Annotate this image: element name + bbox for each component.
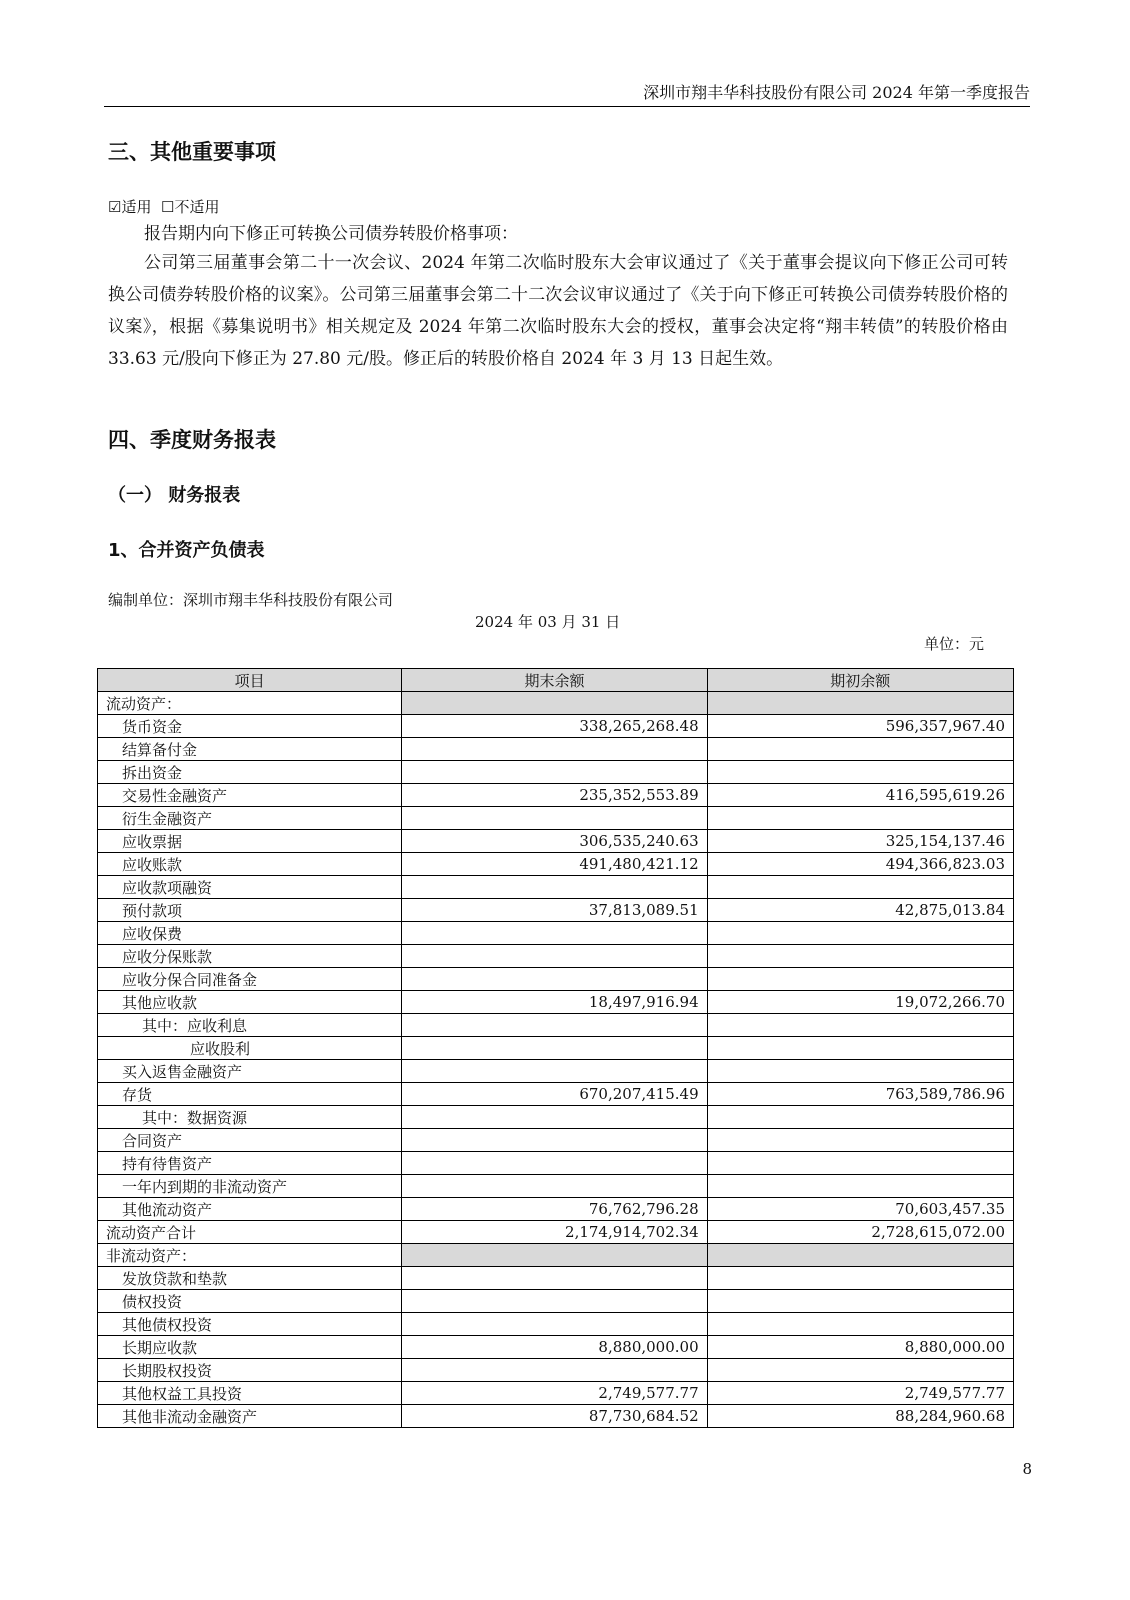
row-begin-balance: 2,749,577.77 [707, 1382, 1013, 1405]
row-end-balance [402, 1037, 707, 1060]
table-row [98, 1336, 1014, 1359]
amendment-lead: 报告期内向下修正可转换公司债券转股价格事项： [144, 224, 518, 244]
table-row [98, 1152, 1014, 1175]
page-header [104, 78, 1030, 107]
applicable-label: 适用 [121, 198, 152, 216]
table-row [98, 1083, 1014, 1106]
table-row [98, 876, 1014, 899]
row-end-balance: 76,762,796.28 [402, 1198, 707, 1221]
row-item-label: 其他流动资产 [98, 1198, 402, 1221]
table-row [98, 1198, 1014, 1221]
row-end-balance [402, 761, 707, 784]
table-row [98, 1106, 1014, 1129]
row-begin-balance [707, 1244, 1013, 1267]
table-row [98, 761, 1014, 784]
row-begin-balance: 596,357,967.40 [707, 715, 1013, 738]
row-item-label: 其他应收款 [98, 991, 402, 1014]
row-item-label: 流动资产： [98, 692, 402, 715]
row-item-label: 预付款项 [98, 899, 402, 922]
row-begin-balance [707, 922, 1013, 945]
row-item-label: 应收款项融资 [98, 876, 402, 899]
compiler-unit: 编制单位：深圳市翔丰华科技股份有限公司 [108, 591, 394, 609]
subsection-balance-sheet: 1、合并资产负债表 [108, 540, 265, 561]
applicable-checkbox: ☑ [108, 198, 122, 216]
row-item-label: 债权投资 [98, 1290, 402, 1313]
row-begin-balance [707, 1106, 1013, 1129]
row-item-label: 发放贷款和垫款 [98, 1267, 402, 1290]
column-header-begin-balance: 期初余额 [707, 669, 1013, 692]
table-row [98, 945, 1014, 968]
row-item-label: 拆出资金 [98, 761, 402, 784]
row-begin-balance [707, 1290, 1013, 1313]
amendment-body: 公司第三届董事会第二十一次会议、2024 年第二次临时股东大会审议通过了《关于董事会提议向下修正公司可转换公司债券转股价格的议案》。公司第三届董事会第二十二次会议审议通过了《关于向下修正可转换公司债券转股价格的议案》，根据《募集说明书》相关规定及 2024 年第二次临时股东大会的授权，董事会决定将“翔丰转债”的转股价格由 33.63 元/股向下修正为 27.80 元/股。修正后的转股价格自 2024 年 3 月 13 日起生效。 [108, 253, 1008, 369]
row-begin-balance: 8,880,000.00 [707, 1336, 1013, 1359]
not-applicable-label: 不适用 [174, 198, 220, 216]
row-item-label: 衍生金融资产 [98, 807, 402, 830]
table-row [98, 1290, 1014, 1313]
row-end-balance [402, 807, 707, 830]
row-end-balance: 8,880,000.00 [402, 1336, 707, 1359]
row-item-label: 长期股权投资 [98, 1359, 402, 1382]
row-begin-balance: 19,072,266.70 [707, 991, 1013, 1014]
balance-sheet-table [97, 668, 1014, 1428]
section-3-title: 三、其他重要事项 [108, 140, 276, 164]
row-begin-balance: 88,284,960.68 [707, 1405, 1013, 1428]
row-end-balance: 18,497,916.94 [402, 991, 707, 1014]
row-item-label: 其中：应收利息 [98, 1014, 402, 1037]
row-begin-balance [707, 1313, 1013, 1336]
row-end-balance [402, 1175, 707, 1198]
row-item-label: 其他权益工具投资 [98, 1382, 402, 1405]
row-begin-balance [707, 876, 1013, 899]
table-row [98, 1014, 1014, 1037]
row-end-balance [402, 1267, 707, 1290]
table-header-row [98, 669, 1014, 692]
row-item-label: 应收保费 [98, 922, 402, 945]
table-row [98, 1060, 1014, 1083]
header-text: 深圳市翔丰华科技股份有限公司 2024 年第一季度报告 [643, 83, 1030, 102]
column-header-item: 项目 [98, 669, 402, 692]
row-end-balance: 87,730,684.52 [402, 1405, 707, 1428]
page-number: 8 [1022, 1460, 1032, 1478]
row-begin-balance [707, 1152, 1013, 1175]
row-item-label: 长期应收款 [98, 1336, 402, 1359]
row-end-balance [402, 738, 707, 761]
table-row [98, 1244, 1014, 1267]
table-row [98, 1037, 1014, 1060]
table-row [98, 968, 1014, 991]
row-end-balance [402, 1129, 707, 1152]
row-end-balance: 235,352,553.89 [402, 784, 707, 807]
row-item-label: 应收分保合同准备金 [98, 968, 402, 991]
row-end-balance [402, 945, 707, 968]
row-item-label: 应收账款 [98, 853, 402, 876]
row-end-balance [402, 1244, 707, 1267]
row-end-balance [402, 876, 707, 899]
row-end-balance [402, 1106, 707, 1129]
row-end-balance: 306,535,240.63 [402, 830, 707, 853]
row-end-balance: 37,813,089.51 [402, 899, 707, 922]
table-row [98, 853, 1014, 876]
row-begin-balance: 416,595,619.26 [707, 784, 1013, 807]
row-item-label: 合同资产 [98, 1129, 402, 1152]
table-row [98, 1175, 1014, 1198]
currency-unit: 单位：元 [923, 635, 984, 653]
row-end-balance [402, 1313, 707, 1336]
row-begin-balance [707, 761, 1013, 784]
row-end-balance: 670,207,415.49 [402, 1083, 707, 1106]
table-row [98, 899, 1014, 922]
table-row [98, 738, 1014, 761]
row-end-balance [402, 1060, 707, 1083]
row-item-label: 存货 [98, 1083, 402, 1106]
table-row [98, 1359, 1014, 1382]
row-begin-balance: 2,728,615,072.00 [707, 1221, 1013, 1244]
row-begin-balance: 42,875,013.84 [707, 899, 1013, 922]
applicability-options [108, 196, 219, 217]
column-header-end-balance: 期末余额 [402, 669, 707, 692]
table-row [98, 692, 1014, 715]
table-row [98, 1221, 1014, 1244]
row-end-balance [402, 968, 707, 991]
table-row [98, 807, 1014, 830]
row-begin-balance: 70,603,457.35 [707, 1198, 1013, 1221]
table-row [98, 1405, 1014, 1428]
table-row [98, 715, 1014, 738]
table-row [98, 922, 1014, 945]
table-row [98, 830, 1014, 853]
row-begin-balance [707, 968, 1013, 991]
row-item-label: 流动资产合计 [98, 1221, 402, 1244]
row-begin-balance [707, 1267, 1013, 1290]
row-item-label: 买入返售金融资产 [98, 1060, 402, 1083]
row-item-label: 其他非流动金融资产 [98, 1405, 402, 1428]
row-begin-balance: 763,589,786.96 [707, 1083, 1013, 1106]
row-begin-balance: 494,366,823.03 [707, 853, 1013, 876]
row-end-balance: 2,749,577.77 [402, 1382, 707, 1405]
row-begin-balance [707, 1129, 1013, 1152]
row-end-balance: 2,174,914,702.34 [402, 1221, 707, 1244]
row-begin-balance [707, 692, 1013, 715]
row-item-label: 其中：数据资源 [98, 1106, 402, 1129]
table-row [98, 1382, 1014, 1405]
row-end-balance [402, 922, 707, 945]
row-begin-balance [707, 1359, 1013, 1382]
row-end-balance [402, 1152, 707, 1175]
row-begin-balance [707, 1060, 1013, 1083]
row-item-label: 交易性金融资产 [98, 784, 402, 807]
subsection-financial-statements: （一） 财务报表 [108, 485, 241, 506]
row-begin-balance [707, 807, 1013, 830]
row-begin-balance: 325,154,137.46 [707, 830, 1013, 853]
not-applicable-checkbox: ☐ [161, 198, 175, 216]
row-begin-balance [707, 1175, 1013, 1198]
row-end-balance: 491,480,421.12 [402, 853, 707, 876]
row-item-label: 应收分保账款 [98, 945, 402, 968]
table-row [98, 1129, 1014, 1152]
row-begin-balance [707, 945, 1013, 968]
row-item-label: 一年内到期的非流动资产 [98, 1175, 402, 1198]
row-item-label: 其他债权投资 [98, 1313, 402, 1336]
row-item-label: 应收股利 [98, 1037, 402, 1060]
row-item-label: 货币资金 [98, 715, 402, 738]
row-item-label: 结算备付金 [98, 738, 402, 761]
row-end-balance [402, 1359, 707, 1382]
table-row [98, 784, 1014, 807]
row-begin-balance [707, 1014, 1013, 1037]
row-item-label: 应收票据 [98, 830, 402, 853]
table-row [98, 1313, 1014, 1336]
row-item-label: 持有待售资产 [98, 1152, 402, 1175]
table-body [98, 692, 1014, 1428]
section-4-title: 四、季度财务报表 [108, 428, 276, 452]
row-begin-balance [707, 738, 1013, 761]
row-begin-balance [707, 1037, 1013, 1060]
row-end-balance [402, 1014, 707, 1037]
row-end-balance [402, 1290, 707, 1313]
table-row [98, 991, 1014, 1014]
row-item-label: 非流动资产： [98, 1244, 402, 1267]
row-end-balance: 338,265,268.48 [402, 715, 707, 738]
row-end-balance [402, 692, 707, 715]
report-date: 2024 年 03 月 31 日 [475, 613, 621, 631]
table-row [98, 1267, 1014, 1290]
